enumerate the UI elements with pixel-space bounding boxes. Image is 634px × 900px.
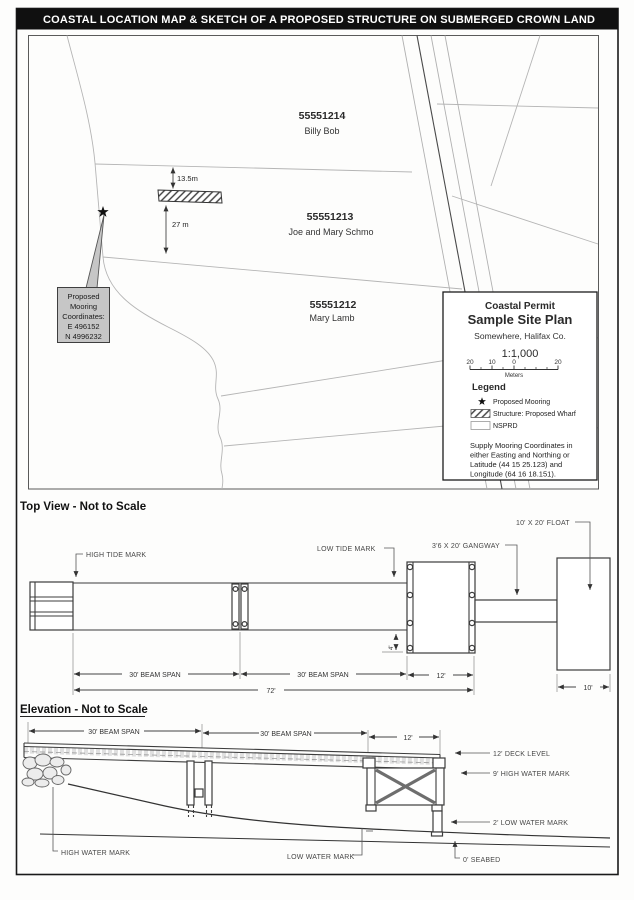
callout-pointer xyxy=(86,215,104,288)
high-water-9-label: 9' HIGH WATER MARK xyxy=(493,771,570,778)
page-title: COASTAL LOCATION MAP & SKETCH OF A PROPOSED STRUCTURE ON SUBMERGED CROWN LAND xyxy=(43,14,596,26)
beam-span-2-dim: 30' BEAM SPAN xyxy=(297,672,349,679)
elevation-deck xyxy=(24,743,440,769)
elevation-right-labels xyxy=(451,751,570,864)
gangway-label: 3'6 X 20' GANGWAY xyxy=(432,543,500,550)
seabed-0-label: 0' SEABED xyxy=(463,857,501,864)
gangway xyxy=(475,600,557,622)
top-view-section xyxy=(20,501,610,695)
legend-item-label: Structure: Proposed Wharf xyxy=(493,411,576,418)
high-tide-mark-label: HIGH TIDE MARK xyxy=(86,552,147,559)
elevation-bottom-labels xyxy=(53,787,373,861)
callout-line: Coordinates: xyxy=(62,312,105,321)
float-label: 10' X 20' FLOAT xyxy=(516,520,570,527)
pier-width-dim: 12' xyxy=(436,673,446,680)
location-map xyxy=(29,36,599,490)
crib-support xyxy=(363,758,445,836)
beam-span-1-dim: 30' BEAM SPAN xyxy=(129,672,181,679)
parcel-id: 55551213 xyxy=(306,211,354,223)
title-bar xyxy=(17,9,619,30)
float-width-dim: 10' xyxy=(583,685,593,692)
float xyxy=(557,558,610,670)
parcel-id: 55551214 xyxy=(298,110,346,122)
elev-beam-span-2-dim: 30' BEAM SPAN xyxy=(260,731,312,738)
deck-level-label: 12' DECK LEVEL xyxy=(493,751,551,758)
water-line xyxy=(40,834,610,847)
low-tide-mark-label: LOW TIDE MARK xyxy=(317,546,376,553)
mid-span-piles xyxy=(232,584,248,629)
total-length-dim: 72' xyxy=(266,688,276,695)
nsprd-swatch xyxy=(471,422,490,430)
legend-note-line: Supply Mooring Coordinates in xyxy=(470,441,573,450)
parcel-id: 55551212 xyxy=(309,299,357,311)
top-view-heading: Top View - Not to Scale xyxy=(20,501,147,513)
top-view-labels xyxy=(76,520,590,595)
legend-box xyxy=(443,292,597,480)
legend-note-line: Latitude (44 15 25.123) and xyxy=(470,460,563,469)
legend-item-label: Proposed Mooring xyxy=(493,399,551,406)
top-view-dimensions xyxy=(73,632,610,695)
wharf-dimensions xyxy=(166,168,198,254)
low-water-2-label: 2' LOW WATER MARK xyxy=(493,820,569,827)
elevation-dimensions xyxy=(28,722,440,756)
parcel-owner: Billy Bob xyxy=(304,126,340,136)
wharf-offset-dim-label: 13.5m xyxy=(177,174,198,183)
parcel-labels xyxy=(288,110,373,323)
legend-heading: Legend xyxy=(472,382,506,393)
scale-bar-label: 10 xyxy=(488,359,496,366)
elev-beam-span-1-dim: 30' BEAM SPAN xyxy=(88,729,140,736)
scale-bar-label: 20 xyxy=(466,359,474,366)
shoreline xyxy=(67,36,223,490)
legend-title-1: Coastal Permit xyxy=(484,301,556,312)
legend-title-2: Sample Site Plan xyxy=(467,312,573,327)
callout-line: Mooring xyxy=(69,302,98,311)
parcel-owner: Joe and Mary Schmo xyxy=(288,227,374,237)
scale-bar-units: Meters xyxy=(504,373,524,379)
legend-note-line: Longitude (64 16 18.151). xyxy=(470,469,556,479)
high-water-mark-label: HIGH WATER MARK xyxy=(61,850,131,857)
wharf-length-dim-label: 27 m xyxy=(172,220,189,229)
legend-item-label: NSPRD xyxy=(493,423,518,430)
seabed-profile-line xyxy=(68,784,610,838)
overhang-dim: 4' xyxy=(389,645,395,650)
parcel-owner: Mary Lamb xyxy=(309,313,355,323)
elevation-heading: Elevation - Not to Scale xyxy=(20,704,148,716)
wharf-deck xyxy=(73,583,407,630)
mooring-callout xyxy=(58,215,110,343)
legend-note-line: either Easting and Northing or xyxy=(470,450,570,460)
callout-line: E 496152 xyxy=(67,322,100,331)
elev-pier-width-dim: 12' xyxy=(403,735,413,742)
scale-bar-label: 20 xyxy=(554,359,562,366)
wharf-hatch-swatch xyxy=(471,410,490,418)
elevation-mid-piles xyxy=(187,761,212,817)
legend-scale-text: 1:1,000 xyxy=(501,348,539,360)
elevation-section xyxy=(20,704,610,864)
abutment xyxy=(30,582,73,630)
proposed-wharf-structure xyxy=(158,190,222,203)
callout-line: N 4996232 xyxy=(65,332,102,341)
scale-bar-label: 0 xyxy=(512,359,516,366)
legend-location: Somewhere, Halifax Co. xyxy=(474,331,566,341)
pier-head xyxy=(407,562,475,653)
low-water-mark-label: LOW WATER MARK xyxy=(287,854,355,861)
callout-line: Proposed xyxy=(67,292,100,301)
